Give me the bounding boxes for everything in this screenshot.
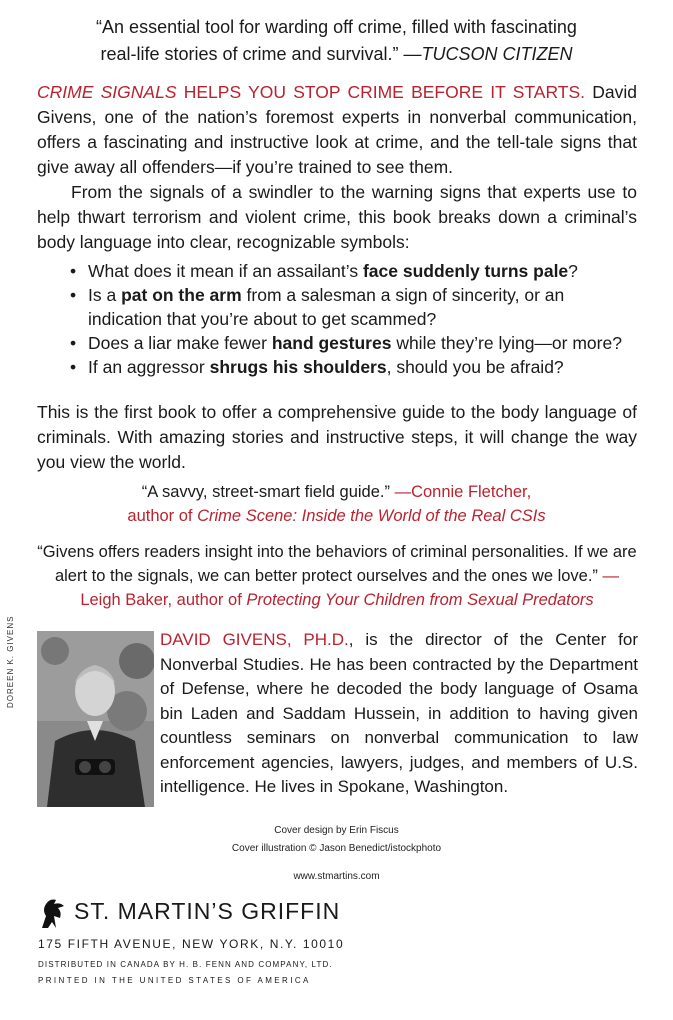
bullet-text: What does it mean if an assailant’s (88, 261, 363, 281)
bullet-bold: pat on the arm (121, 285, 242, 305)
intro-headline: HELPS YOU STOP CRIME BEFORE IT STARTS. (176, 82, 586, 102)
bullet-text: Is a (88, 285, 122, 305)
endorsement-fletcher (0, 480, 673, 528)
quote2-line1 (0, 480, 673, 504)
griffin-logo-icon (38, 896, 66, 930)
bullet-text: from a salesman a sign of sincerity, or an indication that you’re about to get scammed? (88, 285, 565, 329)
bullet-text: Does a liar make fewer (88, 333, 272, 353)
publisher-name: ST. MARTIN’S GRIFFIN (74, 898, 341, 924)
photo-credit: DOREEN K. GIVENS (6, 615, 15, 708)
bullet-text: If an aggressor (88, 357, 210, 377)
summary-paragraph: This is the first book to offer a comprehensive guide to the body language of criminals. With amazing stories and instructive steps, it will change the way you view the world. (37, 402, 637, 472)
book-title: CRIME SIGNALS (37, 82, 177, 102)
quote2-line2 (0, 504, 673, 528)
bullet-bold: shrugs his shoulders (209, 357, 387, 377)
quote3-book: Protecting Your Children from Sexual Predators (246, 591, 594, 609)
quote2-author-pre: author of (127, 507, 198, 525)
quote3-text: “Givens offers readers insight into the behaviors of criminal personalities. If we are alert to the signals, we can better protect ourselves and the ones we love.” (37, 543, 637, 585)
top-quote-line2: real-life stories of crime and survival.” (100, 44, 399, 64)
quote2-text: “A savvy, street-smart field guide.” (141, 483, 390, 501)
intro-paragraph-2: From the signals of a swindler to the warning signs that experts use to help thwart terrorism and violent crime, this book breaks down a criminal’s body language into clear, recognizable symbols: (37, 182, 637, 252)
endorsement-baker (37, 540, 637, 612)
cover-illustration-credit: Cover illustration © Jason Benedict/istockphoto (231, 843, 442, 854)
intro-paragraph (37, 80, 637, 180)
top-endorsement (0, 14, 673, 68)
bullet-text: , should you be afraid? (386, 357, 564, 377)
list-item (70, 283, 640, 331)
intro-text: David Givens, one of the nation’s foremost experts in nonverbal communication, offers a fascinating and instructive look at crime, and the tell-tale signs that give away all offenders—if you’re trained to see them. (37, 82, 638, 177)
bullet-text: while they’re lying—or more? (391, 333, 622, 353)
bullet-text: ? (568, 261, 578, 281)
list-item (70, 355, 640, 379)
author-bio (160, 628, 638, 800)
top-quote-line2-wrap (0, 41, 673, 68)
author-name: DAVID GIVENS, PH.D. (160, 630, 349, 649)
publisher-address: 175 FIFTH AVENUE, NEW YORK, N.Y. 10010 (38, 937, 345, 951)
top-quote-source: —TUCSON CITIZEN (398, 44, 573, 64)
list-item (70, 259, 640, 283)
author-photo (37, 631, 154, 807)
author-bio-text: , is the director of the Center for Nonverbal Studies. He has been contracted by the Department of Defense, where he decoded the body language of Osama bin Laden and Saddam Hussein, in addition to having given countless seminars on nonverbal communication to law enforcement agencies, lawyers, judges, and members of U.S. intelligence. He lives in Spokane, Washington. (160, 630, 638, 796)
cover-design-credit: Cover design by Erin Fiscus (274, 825, 399, 836)
top-quote-line1: “An essential tool for warding off crime, filled with fascinating (96, 17, 577, 37)
bullet-list (70, 259, 640, 379)
list-item (70, 331, 640, 355)
printed-note: PRINTED IN THE UNITED STATES OF AMERICA (38, 976, 311, 985)
bullet-bold: hand gestures (271, 333, 392, 353)
website-url[interactable]: www.stmartins.com (293, 871, 380, 882)
author-photo-image (37, 631, 154, 807)
quote2-source: —Connie Fletcher, (389, 483, 532, 501)
quote2-book: Crime Scene: Inside the World of the Real CSIs (197, 507, 546, 525)
distribution-note: DISTRIBUTED IN CANADA BY H. B. FENN AND COMPANY, LTD. (38, 960, 333, 969)
intro-section (37, 80, 637, 255)
bullet-bold: face suddenly turns pale (362, 261, 569, 281)
quote3-source: —Leigh Baker, author of (80, 567, 620, 609)
